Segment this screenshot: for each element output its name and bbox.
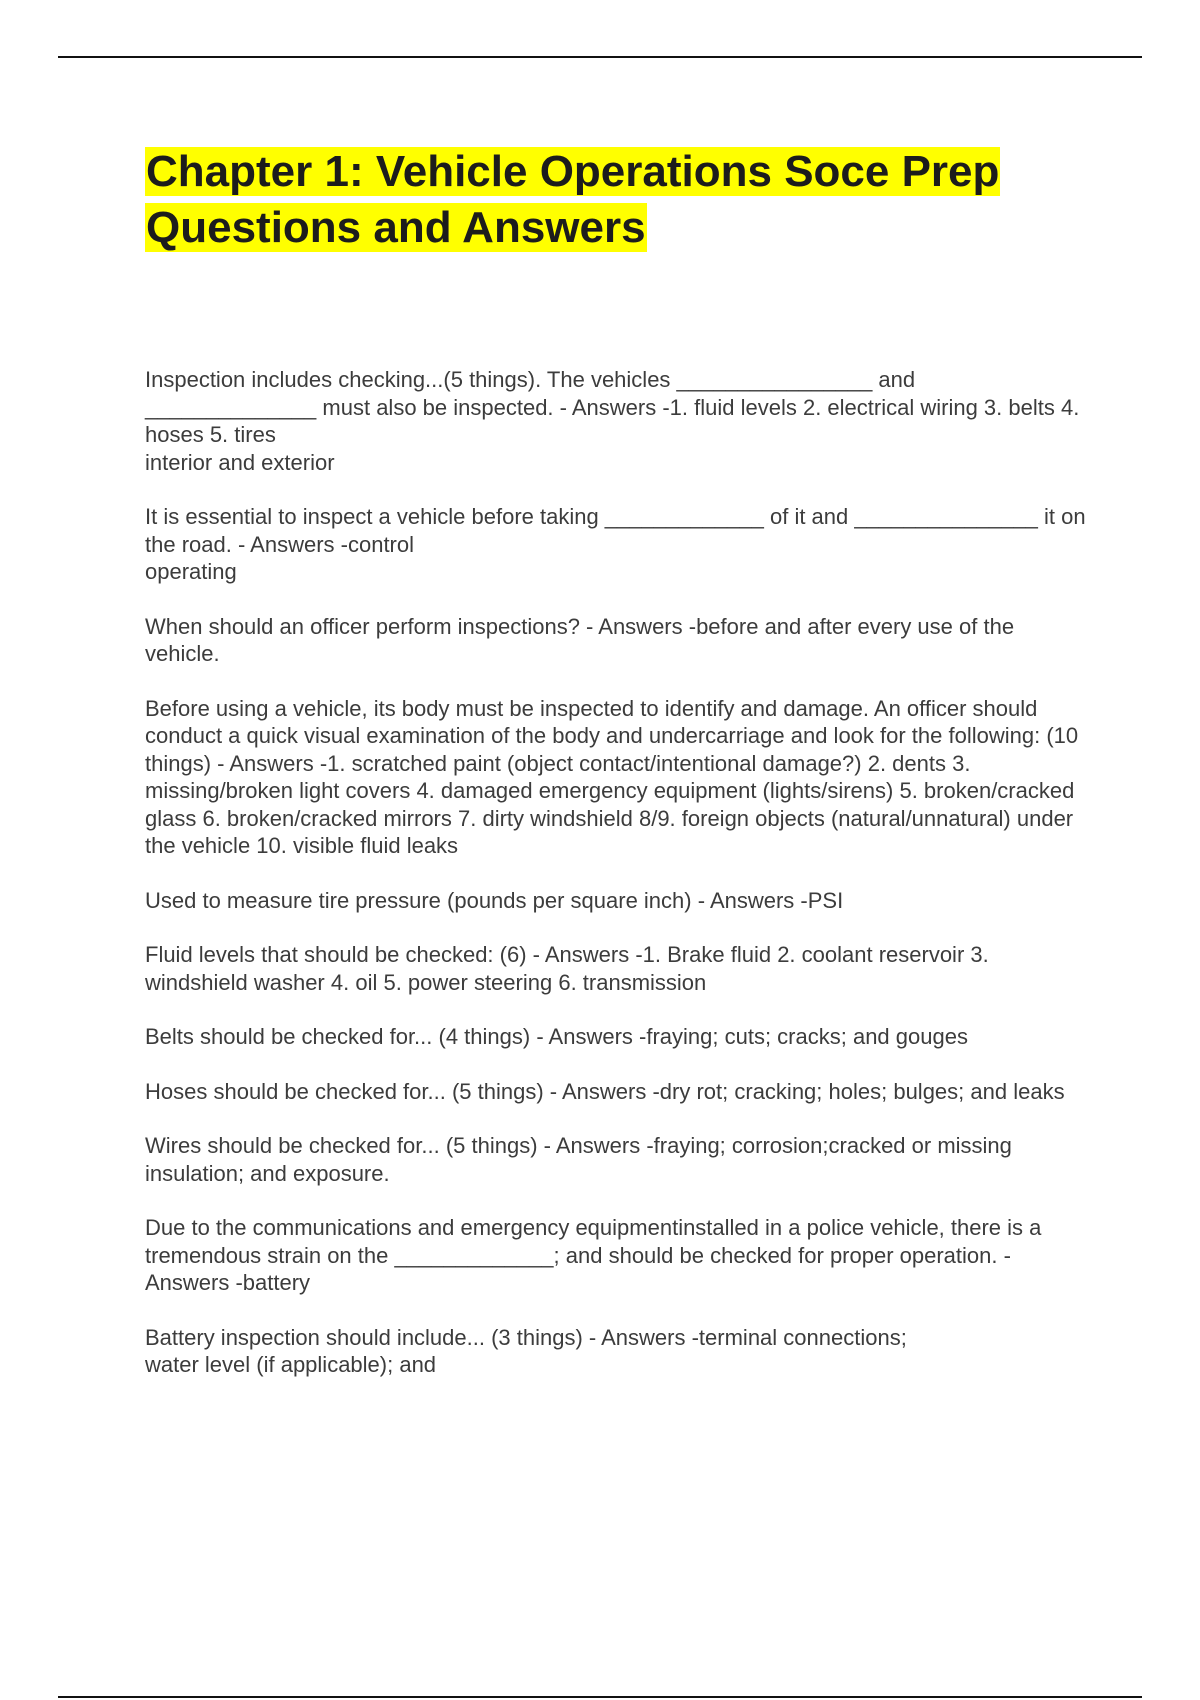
- qa-item-battery-inspection: Battery inspection should include... (3 things) - Answers -terminal connections; water level (if applicable); and: [145, 1324, 907, 1377]
- qa-item-battery-strain: Due to the communications and emergency equipmentinstalled in a police vehicle, there is a tremendous strain on the _____________; and should be checked for proper operation. - Answers -battery: [145, 1215, 1048, 1295]
- qa-item-body-damage: Before using a vehicle, its body must be inspected to identify and damage. An officer should conduct a quick visual examination of the body and undercarriage and look for the following: (10 things) - Answers -1. scratched paint (object contact/intentional damage?) 2. dents 3. missing/broken light covers 4. damaged emergency equipment (lights/sirens) 5. broken/cracked glass 6. broken/cracked mirrors 7. dirty windshield 8/9. foreign objects (natural/unnatural) under the vehicle 10. visible fluid leaks: [145, 695, 1085, 858]
- top-rule: [58, 56, 1142, 58]
- qa-list: [145, 366, 1090, 1406]
- qa-item-belts: Belts should be checked for... (4 things) - Answers -fraying; cuts; cracks; and gouges: [145, 1024, 968, 1049]
- qa-item-tire-pressure: Used to measure tire pressure (pounds per square inch) - Answers -PSI: [145, 887, 844, 913]
- bottom-rule: [58, 1696, 1142, 1698]
- title-highlight: Chapter 1: Vehicle Operations Soce Prep Questions and Answers: [146, 147, 1000, 252]
- qa-item-when-inspect: When should an officer perform inspections? - Answers -before and after every use of the vehicle.: [145, 613, 1021, 666]
- qa-item-fluid-levels: Fluid levels that should be checked: (6) - Answers -1. Brake fluid 2. coolant reservoir 3. windshield washer 4. oil 5. power steering 6. transmission: [145, 942, 995, 995]
- qa-item-wires: Wires should be checked for... (5 things) - Answers -fraying; corrosion;cracked or missing insulation; and exposure.: [145, 1133, 1019, 1186]
- document-title: [145, 144, 1085, 256]
- qa-item-hoses: Hoses should be checked for... (5 things) - Answers -dry rot; cracking; holes; bulges; and leaks: [145, 1078, 1065, 1104]
- qa-item-inspection-checks: Inspection includes checking...(5 things). The vehicles ________________ and ______________ must also be inspected. - Answers -1. fluid levels 2. electrical wiring 3. belts 4. hoses 5. tires interior and exterior: [145, 367, 1080, 475]
- qa-item-inspect-before-taking: It is essential to inspect a vehicle before taking _____________ of it and _______________ it on the road. - Answers -control operating: [145, 504, 1086, 584]
